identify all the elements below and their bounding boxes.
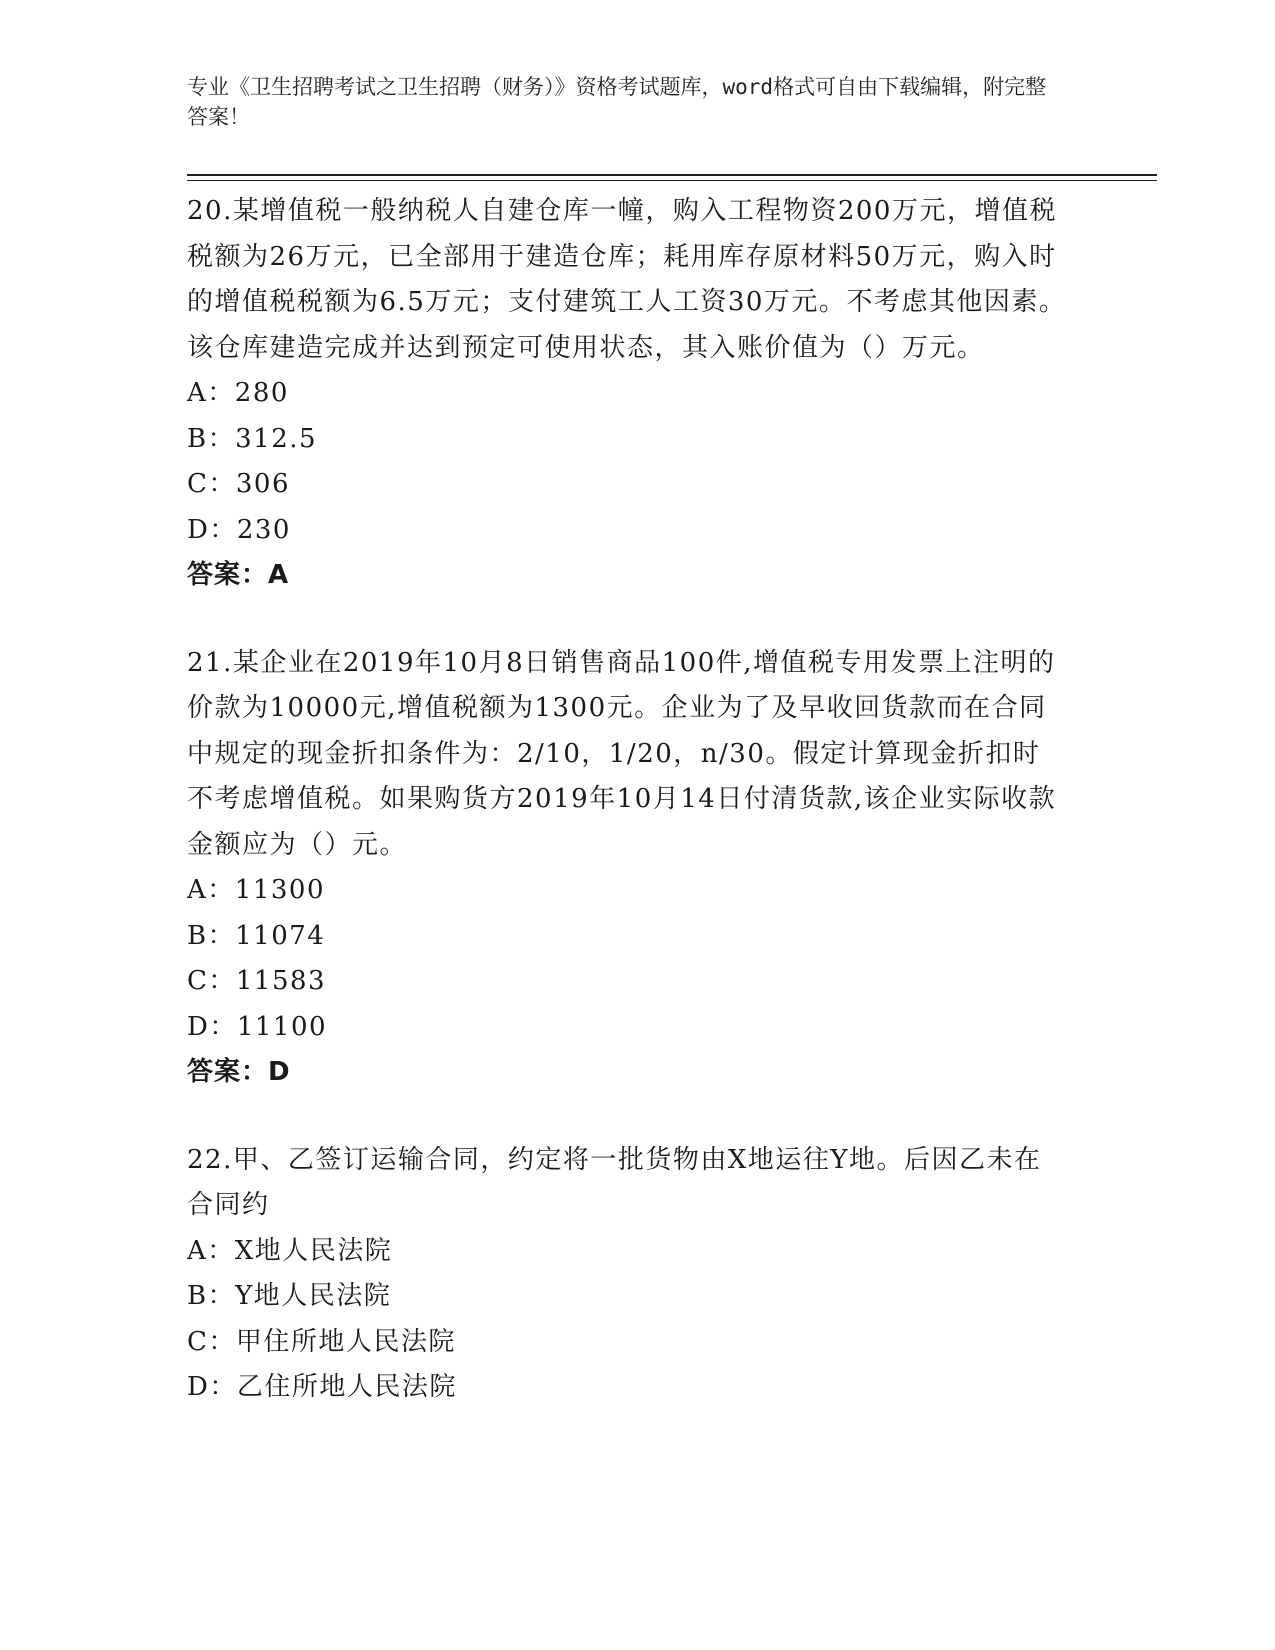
question-22 bbox=[187, 1138, 1157, 1411]
question-20 bbox=[187, 189, 1157, 599]
question-stem: 20.某增值税一般纳税人自建仓库一幢，购入工程物资200万元，增值税税额为26万元，已全部用于建造仓库；耗用库存原材料50万元，购入时的增值税税额为6.5万元；支付建筑工人工资30万元。不考虑其他因素。该仓库建造完成并达到预定可使用状态，其入账价值为（）万元。 bbox=[187, 196, 1067, 363]
question-stem: 22.甲、乙签订运输合同，约定将一批货物由X地运往Y地。后因乙未在合同约 bbox=[187, 1144, 1042, 1220]
option-a: A：280 bbox=[187, 378, 289, 408]
option-d: D：230 bbox=[187, 514, 291, 545]
question-21 bbox=[187, 641, 1157, 1096]
option-a: A：11300 bbox=[187, 875, 325, 905]
option-b: B：Y地人民法院 bbox=[187, 1281, 392, 1311]
option-b: B：312.5 bbox=[187, 423, 318, 454]
option-d: D：乙住所地人民法院 bbox=[187, 1372, 457, 1402]
answer-line: 答案：D bbox=[187, 1057, 291, 1087]
option-b: B：11074 bbox=[187, 920, 326, 951]
answer-line: 答案：A bbox=[187, 560, 290, 590]
option-d: D：11100 bbox=[187, 1011, 328, 1042]
option-c: C：306 bbox=[187, 469, 291, 499]
option-c: C：甲住所地人民法院 bbox=[187, 1326, 456, 1357]
document-header: 专业《卫生招聘考试之卫生招聘（财务）》资格考试题库，word格式可自由下载编辑，附完整答案！ bbox=[187, 75, 1047, 129]
question-stem: 21.某企业在2019年10月8日销售商品100件,增值税专用发票上注明的价款为10000元,增值税额为1300元。企业为了及早收回货款而在合同中规定的现金折扣条件为：2/10，1/20，n/30。假定计算现金折扣时不考虑增值税。如果购货方2019年10月14日付清货款,该企业实际收款金额应为（）元。 bbox=[187, 647, 1057, 860]
header-divider-thin bbox=[187, 180, 1157, 181]
document-page bbox=[187, 0, 1157, 1411]
option-c: C：11583 bbox=[187, 966, 327, 996]
header-divider-thick bbox=[187, 174, 1157, 176]
option-a: A：X地人民法院 bbox=[187, 1235, 393, 1266]
